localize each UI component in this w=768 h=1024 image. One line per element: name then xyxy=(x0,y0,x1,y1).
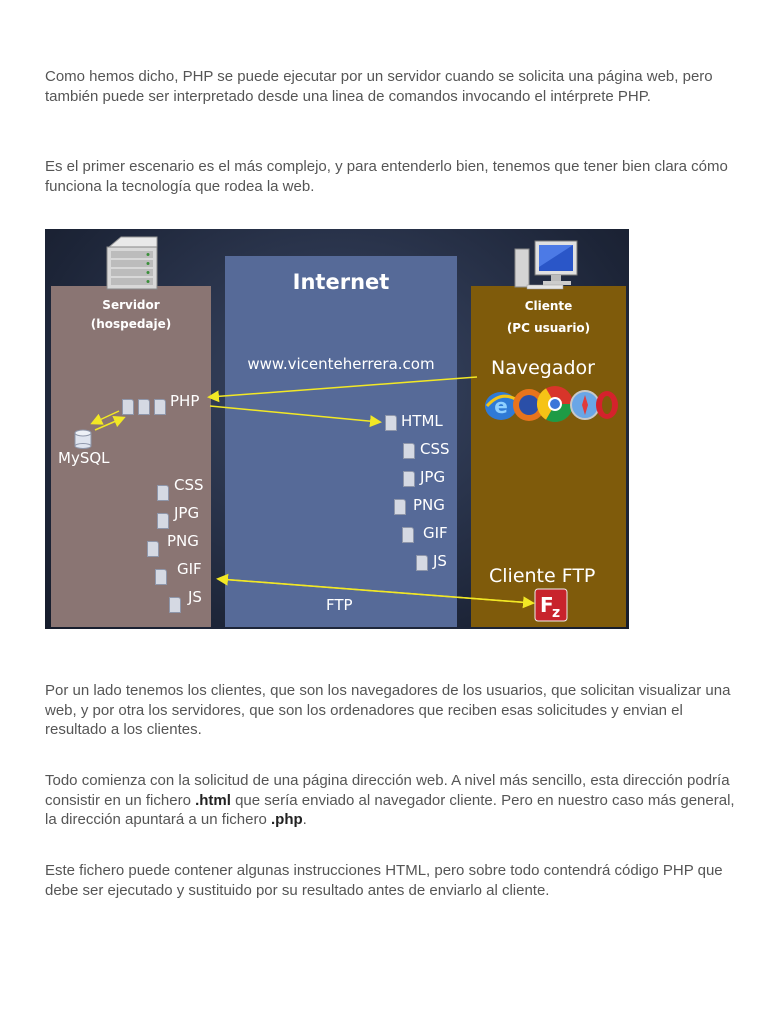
server-file-js: JS xyxy=(188,588,202,606)
internet-file-jpg: JPG xyxy=(420,468,446,486)
internet-url: www.vicenteherrera.com xyxy=(247,355,435,373)
svg-text:F: F xyxy=(540,593,554,617)
client-ftp-label: Cliente FTP xyxy=(489,565,596,587)
html-extension: .html xyxy=(195,791,231,809)
server-subtitle: (hospedaje) xyxy=(90,317,172,331)
internet-file-html: HTML xyxy=(401,412,443,430)
svg-text:e: e xyxy=(494,394,508,418)
php-extension: .php xyxy=(270,811,303,828)
paragraph-clients-servers: Por un lado tenemos los clientes, que son los navegadores de los usuarios, que solicitan visualizar una web, y por otra los servidores, que son los ordenadores que reciben esas solicitudes y envian el resultado a los clientes. xyxy=(45,682,731,738)
paragraph-php-content: Este fichero puede contener algunas instrucciones HTML, pero sobre todo contendrá código PHP que debe ser ejecutado y sustituido por su resultado antes de enviarlo al cliente. xyxy=(45,862,723,899)
server-mysql-label: MySQL xyxy=(58,449,110,467)
paragraph-text: . xyxy=(302,811,307,828)
client-title: Cliente xyxy=(524,299,573,313)
server-file-gif: GIF xyxy=(177,560,202,578)
arrow-php-to-html xyxy=(210,406,379,422)
connection-arrows xyxy=(45,229,629,629)
server-file-css: CSS xyxy=(174,476,204,494)
arrow-browser-to-php xyxy=(210,377,477,397)
svg-text:z: z xyxy=(552,605,561,621)
paragraph-text: que sería enviado al navegador cliente. Pero en nuestro caso más general, la dirección apuntará a un fichero xyxy=(45,791,735,828)
arrow-server-to-ftp xyxy=(219,579,532,603)
internet-ftp-label: FTP xyxy=(326,596,353,614)
server-file-jpg: JPG xyxy=(174,504,200,522)
internet-file-css: CSS xyxy=(420,440,450,458)
paragraph-scenario: Es el primer escenario es el más complejo, y para entenderlo bien, tenemos que tener bien clara cómo funciona la tecnología que rodea la web. xyxy=(45,158,728,195)
server-title: Servidor xyxy=(102,298,160,312)
client-subtitle: (PC usuario) xyxy=(506,321,591,335)
paragraph-text: Todo comienza con la solicitud de una página dirección web. A nivel más sencillo, esta dirección podría consistir en un fichero xyxy=(45,772,730,809)
internet-title: Internet xyxy=(292,270,390,294)
client-browser-label: Navegador xyxy=(491,357,595,379)
server-file-png: PNG xyxy=(167,532,199,550)
paragraph-intro: Como hemos dicho, PHP se puede ejecutar por un servidor cuando se solicita una página web, pero también puede ser interpretado desde una linea de comandos invocando el intérprete PHP. xyxy=(45,68,713,105)
server-php-label: PHP xyxy=(170,392,200,410)
internet-file-js: JS xyxy=(433,552,447,570)
web-architecture-diagram xyxy=(45,229,629,629)
paragraph-request xyxy=(45,771,735,830)
internet-file-png: PNG xyxy=(413,496,445,514)
internet-file-gif: GIF xyxy=(423,524,448,542)
